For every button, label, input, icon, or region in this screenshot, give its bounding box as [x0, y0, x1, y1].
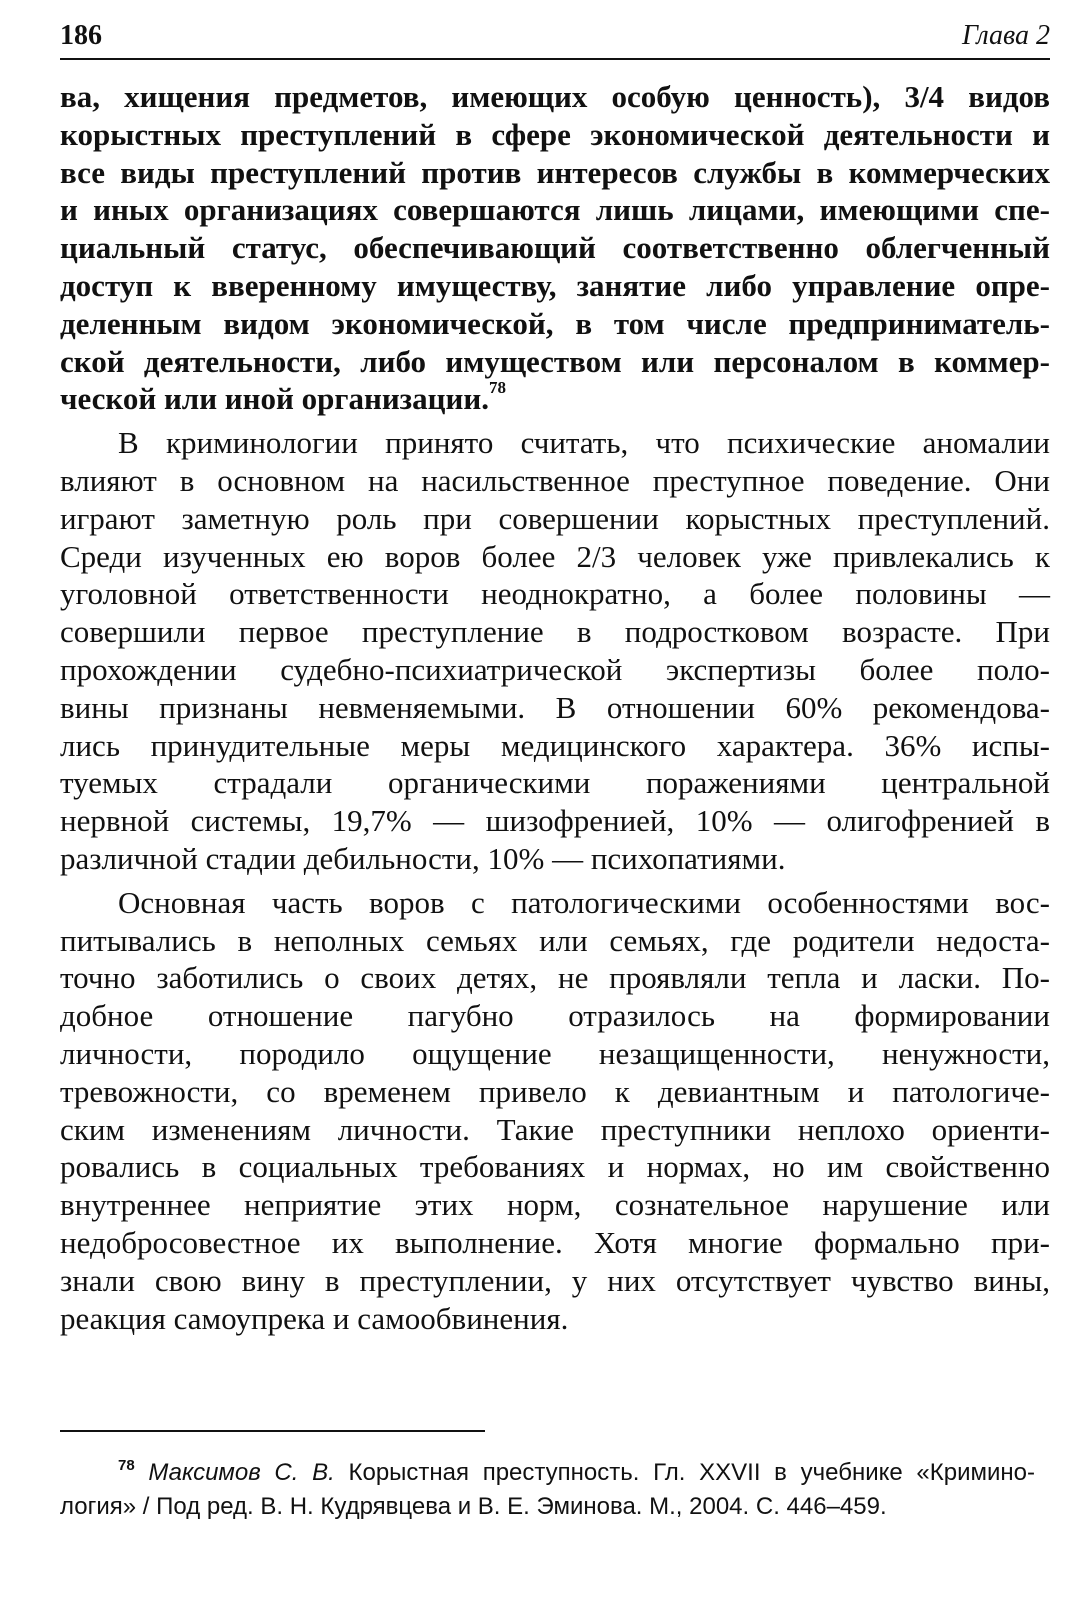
text-line [60, 1224, 1050, 1262]
text-line-content: ской деятельности, либо имуществом или персоналом в коммер- [60, 343, 1050, 379]
text-line [60, 1073, 1050, 1111]
text-line-content: играют заметную роль при совершении корыстных преступлений. [60, 500, 1050, 536]
text-line [60, 305, 1050, 343]
text-line-content: ческой или иной организации. [60, 381, 489, 417]
text-line-content: доступ к вверенному имуществу, занятие либо управление опре- [60, 267, 1050, 303]
text-line-content: различной стадии дебильности, 10% — психопатиями. [60, 840, 786, 876]
text-line [60, 191, 1050, 229]
footnotes [60, 1456, 1035, 1524]
text-line-content: реакция самоупрека и самообвинения. [60, 1300, 569, 1336]
text-line-content: и иных организациях совершаются лишь лицами, имеющими спе- [60, 192, 1050, 228]
text-line-content: ва, хищения предметов, имеющих особую ценность), 3/4 видов [60, 79, 1050, 114]
text-line [60, 613, 1050, 651]
running-header [60, 18, 1050, 58]
text-line-content: В криминологии принято считать, что психические аномалии [118, 425, 1050, 461]
chapter-title: Глава 2 [962, 20, 1050, 51]
text-line-content: уголовной ответственности неоднократно, а более половины — [60, 576, 1050, 612]
text-line-content: корыстных преступлений в сфере экономической деятельности и [60, 116, 1050, 152]
text-line [60, 689, 1050, 727]
text-line [60, 154, 1050, 192]
page-number: 186 [60, 20, 102, 51]
text-line-content: туемых страдали органическими поражениями центральной [60, 765, 1050, 801]
text-line-content: добное отношение пагубно отразилось на формировании [60, 998, 1050, 1034]
text-line-content: тревожности, со временем привело к девиантным и патологиче- [60, 1073, 1050, 1109]
text-line-content: ским изменениям личности. Такие преступники неплохо ориенти- [60, 1111, 1050, 1147]
text-line [60, 424, 1050, 462]
text-line [60, 727, 1050, 765]
text-line [60, 343, 1050, 381]
text-line [60, 1035, 1050, 1073]
text-line [60, 500, 1050, 538]
text-line [60, 840, 1050, 878]
text-line [60, 922, 1050, 960]
text-line [60, 1148, 1050, 1186]
text-line [60, 575, 1050, 613]
text-line-content: точно заботились о своих детях, не проявляли тепла и ласки. По- [60, 960, 1050, 996]
footnote-rule [60, 1430, 485, 1432]
text-line-content: совершили первое преступление в подростковом возрасте. При [60, 614, 1050, 650]
text-line [60, 229, 1050, 267]
text-line [60, 651, 1050, 689]
text-line [60, 959, 1050, 997]
text-line-content: все виды преступлений против интересов службы в коммерческих [60, 154, 1050, 190]
paragraph [60, 78, 1050, 418]
text-line-content: влияют в основном на насильственное преступное поведение. Они [60, 462, 1050, 498]
footnote-reference[interactable]: 78 [488, 378, 506, 398]
text-line-content: Среди изученных ею воров более 2/3 человек уже привлекались к [60, 538, 1050, 574]
header-rule [60, 58, 1050, 60]
paragraph [60, 424, 1050, 878]
text-line-content: циальный статус, обеспечивающий соответственно облегченный [60, 230, 1050, 266]
text-line [60, 116, 1050, 154]
text-line-content: вины признаны невменяемыми. В отношении 60% рекомендова- [60, 689, 1050, 725]
text-line-content: лись принудительные меры медицинского характера. 36% испы- [60, 727, 1050, 763]
text-line [60, 884, 1050, 922]
text-line-content: ровались в социальных требованиях и нормах, но им свойственно [60, 1149, 1050, 1185]
footnote-author: Максимов С. В. [148, 1459, 335, 1486]
text-line-content: питывались в неполных семьях или семьях, где родители недоста- [60, 922, 1050, 958]
text-line [60, 802, 1050, 840]
text-line-content: личности, породило ощущение незащищенности, ненужности, [60, 1035, 1050, 1071]
text-line-content: недобросовестное их выполнение. Хотя многие формально при- [60, 1224, 1050, 1260]
text-line-content: нервной системы, 19,7% — шизофренией, 10% — олигофренией в [60, 803, 1050, 839]
footnote-line [60, 1456, 1035, 1490]
text-line-content: Основная часть воров с патологическими особенностями вос- [118, 884, 1050, 920]
text-line-content: деленным видом экономической, в том числе предприниматель- [60, 305, 1050, 341]
text-line [60, 267, 1050, 305]
text-line [60, 78, 1050, 116]
text-line [60, 1262, 1050, 1300]
text-line [60, 1111, 1050, 1149]
text-line-content: внутреннее неприятие этих норм, сознательное нарушение или [60, 1187, 1050, 1223]
text-line [60, 380, 1050, 418]
text-line-content: знали свою вину в преступлении, у них отсутствует чувство вины, [60, 1262, 1050, 1298]
footnote-mark: 78 [118, 1457, 135, 1474]
text-line [60, 462, 1050, 500]
body-text [60, 78, 1050, 1337]
text-line-content: прохождении судебно-психиатрической экспертизы более поло- [60, 651, 1050, 687]
paragraph [60, 884, 1050, 1338]
footnote-text: Корыстная преступность. Гл. XXVII в учебнике «Кримино- [334, 1459, 1036, 1486]
text-line [60, 764, 1050, 802]
footnote-line: логия» / Под ред. В. Н. Кудрявцева и В. Е. Эминова. М., 2004. С. 446–459. [60, 1493, 887, 1520]
text-line [60, 1300, 1050, 1338]
text-line [60, 997, 1050, 1035]
text-line [60, 1186, 1050, 1224]
text-line [60, 538, 1050, 576]
